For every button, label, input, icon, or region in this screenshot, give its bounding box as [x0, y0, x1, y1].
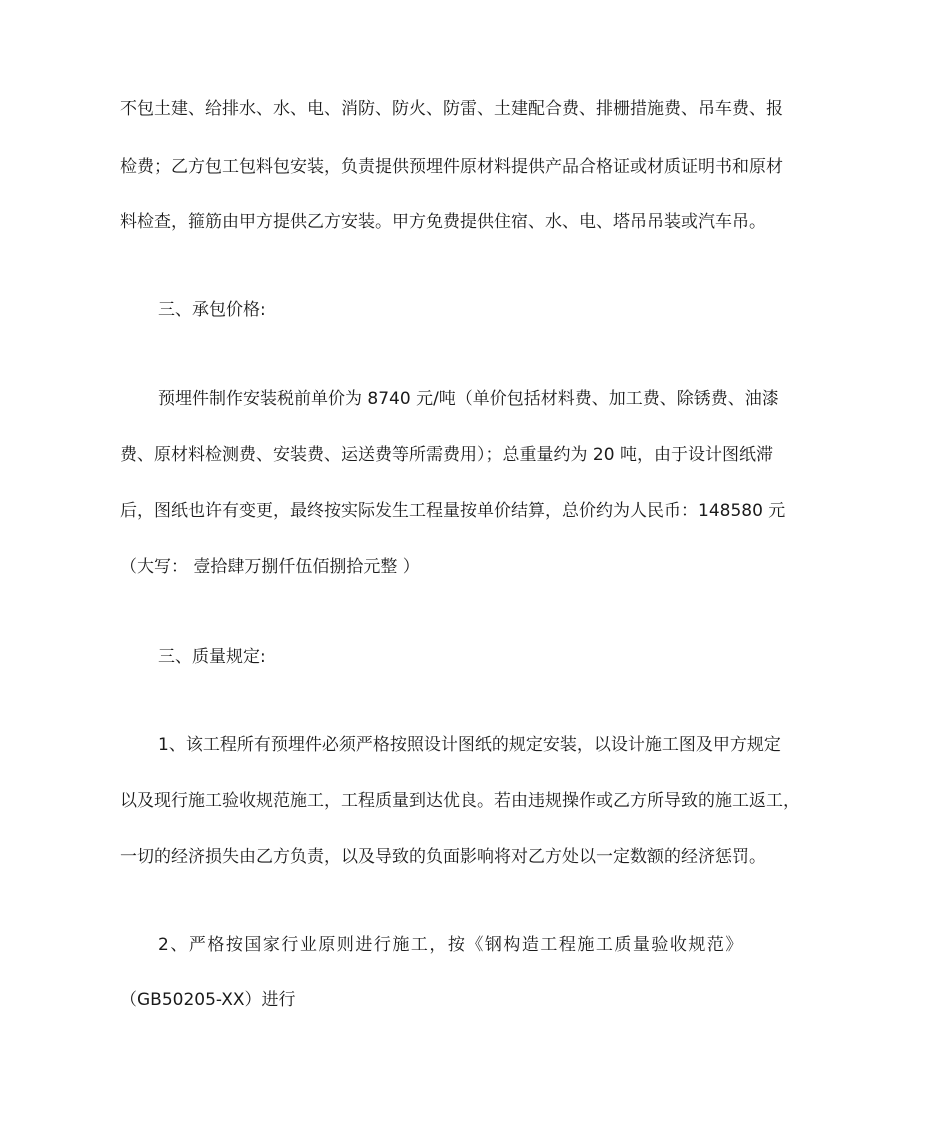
paragraph-quality-2-line-2: （GB50205-XX）进行: [120, 990, 296, 1010]
paragraph-scope-line-3: 料检查，箍筋由甲方提供乙方安装。甲方免费提供住宿、水、电、塔吊吊装或汽车吊。: [120, 212, 766, 232]
paragraph-quality-1-line-1: 1、该工程所有预埋件必须严格按照设计图纸的规定安装，以设计施工图及甲方规定: [158, 735, 781, 755]
paragraph-quality-1-line-3: 一切的经济损失由乙方负责，以及导致的负面影响将对乙方处以一定数额的经济惩罚。: [120, 847, 766, 867]
paragraph-price-line-2: 费、原材料检测费、安装费、运送费等所需费用）；总重量约为 20 吨，由于设计图纸滞: [120, 445, 773, 465]
paragraph-price-line-4: （大写： 壹拾肆万捌仟伍佰捌拾元整 ）: [120, 557, 420, 577]
section-heading-quality: 三、质量规定:: [158, 647, 266, 667]
paragraph-quality-1-line-2: 以及现行施工验收规范施工，工程质量到达优良。若由违规操作或乙方所导致的施工返工，: [120, 791, 800, 811]
paragraph-price-line-3: 后，图纸也许有变更，最终按实际发生工程量按单价结算，总价约为人民币：148580 元: [120, 501, 786, 521]
paragraph-scope-line-1: 不包土建、给排水、水、电、消防、防火、防雷、土建配合费、排栅措施费、吊车费、报: [120, 99, 783, 119]
section-heading-price: 三、承包价格:: [158, 300, 266, 320]
paragraph-quality-2-line-1: 2、严格按国家行业原则进行施工，按《钢构造工程施工质量验收规范》: [158, 935, 744, 955]
paragraph-price-line-1: 预埋件制作安装税前单价为 8740 元/吨（单价包括材料费、加工费、除锈费、油漆: [158, 389, 779, 409]
paragraph-scope-line-2: 检费；乙方包工包料包安装，负责提供预埋件原材料提供产品合格证或材质证明书和原材: [120, 157, 783, 177]
